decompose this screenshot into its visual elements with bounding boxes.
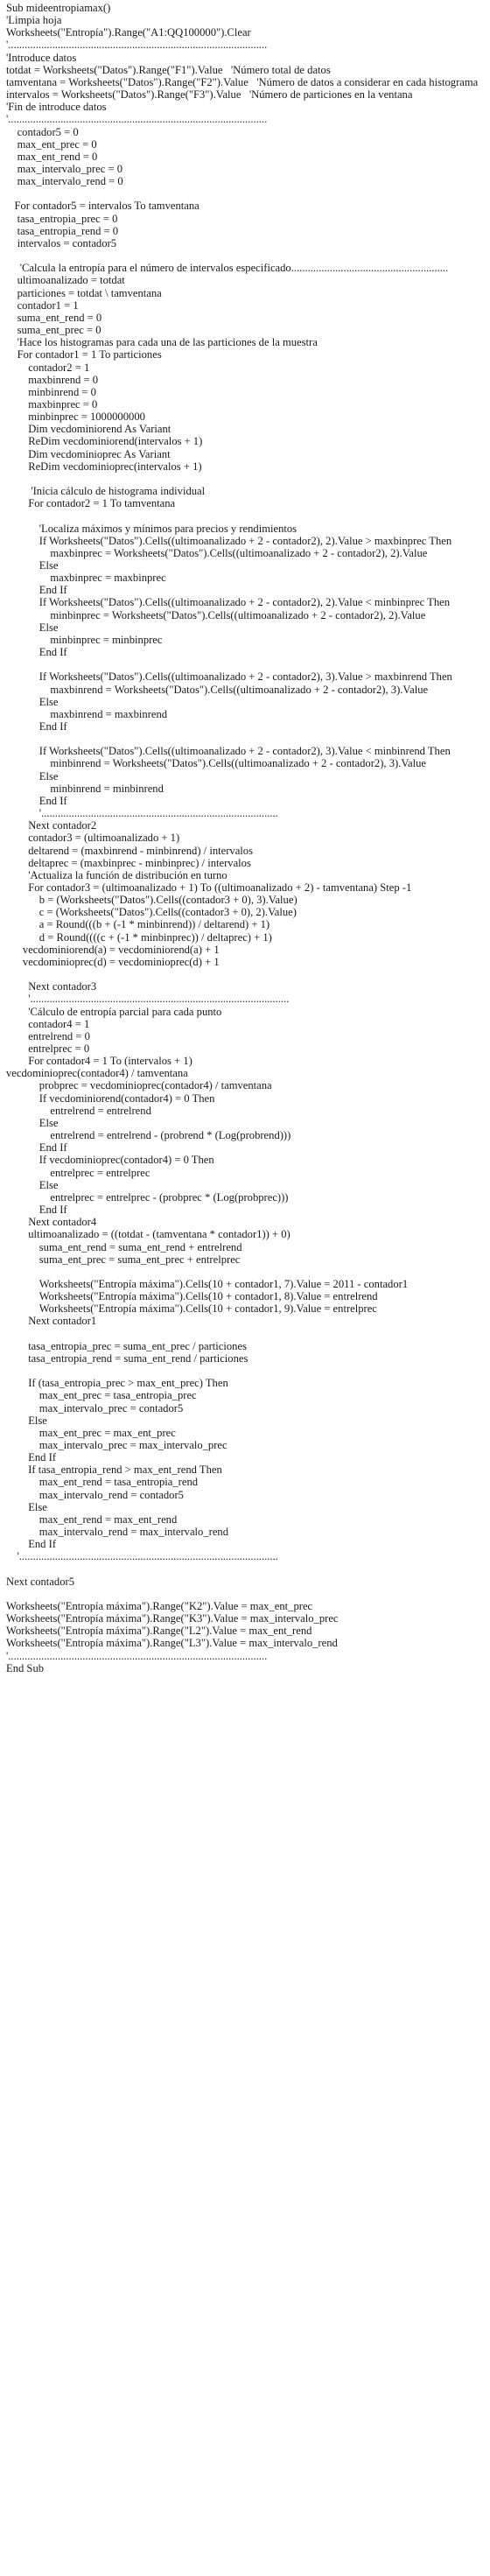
code-line: deltarend = (maxbinrend - minbinrend) / intervalos bbox=[6, 844, 253, 857]
code-line: Dim vecdominiorend As Variant bbox=[6, 423, 172, 436]
code-line: Dim vecdominioprec As Variant bbox=[6, 447, 171, 460]
code-line: 'Localiza máximos y mínimos para precios y rendimientos bbox=[6, 522, 298, 535]
code-line: max_intervalo_rend = contador5 bbox=[6, 1488, 184, 1501]
code-line: suma_ent_rend = suma_ent_rend + entrelrend bbox=[6, 1240, 242, 1253]
code-line: tamventana = Worksheets("Datos").Range("F2").Value 'Número de datos a considerar en cada histograma bbox=[6, 75, 479, 88]
code-line: Else bbox=[6, 621, 59, 634]
code-line: intervalos = contador5 bbox=[6, 236, 117, 249]
code-line: If Worksheets("Datos").Cells((ultimoanalizado + 2 - contador2), 2).Value > maxbinprec Then bbox=[6, 534, 452, 547]
code-line: minbinrend = 0 bbox=[6, 385, 96, 398]
code-line: Else bbox=[6, 769, 59, 783]
code-line: contador1 = 1 bbox=[6, 298, 79, 312]
code-line bbox=[6, 473, 484, 485]
code-line: vecdominiorend(a) = vecdominiorend(a) + 1 bbox=[6, 943, 220, 956]
code-line: Worksheets("Entropía máxima").Range("K3").Value = max_intervalo_prec bbox=[6, 1612, 339, 1625]
code-line: tasa_entropia_rend = suma_ent_rend / particiones bbox=[6, 1351, 248, 1365]
code-line: 'Hace los histogramas para cada una de las particiones de la muestra bbox=[6, 336, 318, 349]
code-line bbox=[6, 187, 484, 200]
code-line bbox=[6, 968, 484, 980]
code-line: '.............................................................................................. bbox=[6, 39, 268, 52]
code-line: maxbinrend = maxbinrend bbox=[6, 707, 168, 720]
code-line: entrelrend = 0 bbox=[6, 1029, 90, 1042]
code-line bbox=[6, 1365, 484, 1377]
code-line: max_ent_prec = tasa_entropia_prec bbox=[6, 1389, 197, 1402]
code-line bbox=[6, 1328, 484, 1340]
code-line: Else bbox=[6, 1116, 59, 1129]
code-line: 'Introduce datos bbox=[6, 51, 77, 64]
code-line: max_intervalo_rend = 0 bbox=[6, 175, 123, 188]
code-line: If (tasa_entropia_prec > max_ent_prec) Then bbox=[6, 1377, 228, 1390]
code-line bbox=[6, 1266, 484, 1278]
code-line bbox=[6, 658, 484, 670]
code-line: ultimoanalizado = totdat bbox=[6, 274, 125, 287]
code-line: '...................................................................................... bbox=[6, 807, 278, 820]
code-line: entrelrend = entrelrend - (probrend * (Log(probrend))) bbox=[6, 1129, 291, 1142]
code-line: Else bbox=[6, 695, 59, 708]
code-line: If vecdominiorend(contador4) = 0 Then bbox=[6, 1091, 215, 1105]
code-line: 'Fin de introduce datos bbox=[6, 101, 107, 114]
code-line: contador4 = 1 bbox=[6, 1017, 90, 1030]
code-line: Next contador1 bbox=[6, 1315, 97, 1328]
vba-code-listing bbox=[6, 2, 484, 1674]
code-line: For contador3 = (ultimoanalizado + 1) To ((ultimoanalizado + 2) - tamventana) Step -1 bbox=[6, 881, 412, 894]
code-line: max_ent_prec = max_ent_prec bbox=[6, 1426, 176, 1439]
code-line: b = (Worksheets("Datos").Cells((contador3 + 0), 3).Value) bbox=[6, 894, 298, 907]
code-line: For contador2 = 1 To tamventana bbox=[6, 497, 176, 510]
code-line: max_intervalo_rend = max_intervalo_rend bbox=[6, 1526, 229, 1539]
code-line: d = Round((((c + (-1 * minbinprec)) / deltaprec) + 1) bbox=[6, 930, 272, 944]
code-line: Else bbox=[6, 1178, 59, 1191]
code-line: minbinrend = Worksheets("Datos").Cells((ultimoanalizado + 2 - contador2), 3).Value bbox=[6, 757, 427, 770]
code-line: intervalos = Worksheets("Datos").Range("F3").Value 'Número de particiones en la ventana bbox=[6, 88, 413, 102]
code-line: maxbinprec = Worksheets("Datos").Cells((ultimoanalizado + 2 - contador2), 2).Value bbox=[6, 546, 428, 559]
code-line: ReDim vecdominioprec(intervalos + 1) bbox=[6, 460, 202, 473]
code-line: suma_ent_prec = suma_ent_prec + entrelprec bbox=[6, 1253, 241, 1266]
code-line bbox=[6, 509, 484, 522]
code-line bbox=[6, 1588, 484, 1600]
code-line: max_ent_rend = 0 bbox=[6, 150, 98, 163]
code-line: probprec = vecdominioprec(contador4) / tamventana bbox=[6, 1079, 272, 1092]
code-line: entrelprec = entrelprec bbox=[6, 1166, 150, 1179]
code-line: Next contador5 bbox=[6, 1575, 74, 1588]
code-line: tasa_entropia_prec = 0 bbox=[6, 212, 118, 225]
code-line: minbinprec = 1000000000 bbox=[6, 411, 145, 424]
code-line: End If bbox=[6, 1141, 67, 1155]
code-line: Worksheets("Entropía máxima").Cells(10 + contador1, 7).Value = 2011 - contador1 bbox=[6, 1277, 409, 1290]
code-line: Next contador4 bbox=[6, 1216, 97, 1229]
code-line: If Worksheets("Datos").Cells((ultimoanalizado + 2 - contador2), 3).Value > maxbinrend Then bbox=[6, 670, 452, 684]
code-line: maxbinrend = Worksheets("Datos").Cells((ultimoanalizado + 2 - contador2), 3).Value bbox=[6, 683, 429, 696]
code-line: max_intervalo_prec = contador5 bbox=[6, 1401, 184, 1414]
code-line: End If bbox=[6, 1538, 57, 1551]
code-line: tasa_entropia_rend = 0 bbox=[6, 224, 119, 237]
code-line bbox=[6, 1563, 484, 1576]
code-line bbox=[6, 733, 484, 745]
code-line: contador2 = 1 bbox=[6, 361, 90, 374]
code-line: minbinprec = minbinprec bbox=[6, 633, 163, 646]
code-line: Worksheets("Entropía máxima").Cells(10 + contador1, 9).Value = entrelprec bbox=[6, 1302, 377, 1316]
code-line: End If bbox=[6, 794, 67, 807]
code-line: ReDim vecdominiorend(intervalos + 1) bbox=[6, 435, 203, 448]
code-line: entrelprec = 0 bbox=[6, 1042, 90, 1056]
code-line: minbinprec = Worksheets("Datos").Cells((ultimoanalizado + 2 - contador2), 2).Value bbox=[6, 608, 426, 621]
code-line: '.............................................................................................. bbox=[6, 1649, 268, 1662]
code-line: Else bbox=[6, 1500, 47, 1513]
code-line: Worksheets("Entropía máxima").Range("K2").Value = max_ent_prec bbox=[6, 1599, 313, 1612]
code-line: vecdominioprec(d) = vecdominioprec(d) + 1 bbox=[6, 955, 220, 968]
code-line: contador3 = (ultimoanalizado + 1) bbox=[6, 832, 180, 845]
code-line: If Worksheets("Datos").Cells((ultimoanalizado + 2 - contador2), 2).Value < minbinprec Then bbox=[6, 596, 451, 609]
code-line: vecdominioprec(contador4) / tamventana bbox=[6, 1067, 188, 1080]
code-line: deltaprec = (maxbinprec - minbinprec) / intervalos bbox=[6, 856, 251, 869]
code-line: entrelrend = entrelrend bbox=[6, 1104, 151, 1117]
code-line: entrelprec = entrelprec - (probprec * (Log(probprec))) bbox=[6, 1190, 289, 1204]
code-line: Else bbox=[6, 558, 59, 572]
code-line: max_ent_rend = max_ent_rend bbox=[6, 1513, 178, 1526]
code-line: suma_ent_rend = 0 bbox=[6, 311, 102, 324]
code-line bbox=[6, 249, 484, 262]
code-line: '.............................................................................................. bbox=[6, 993, 290, 1006]
code-line: tasa_entropia_prec = suma_ent_prec / particiones bbox=[6, 1339, 247, 1352]
code-line: Else bbox=[6, 1414, 47, 1427]
code-line: max_ent_prec = 0 bbox=[6, 137, 97, 151]
code-line: 'Limpia hoja bbox=[6, 14, 62, 27]
code-line: End If bbox=[6, 584, 67, 597]
code-line: 'Actualiza la función de distribución en turno bbox=[6, 868, 228, 881]
code-line: 'Cálculo de entropía parcial para cada punto bbox=[6, 1005, 222, 1018]
code-line: contador5 = 0 bbox=[6, 125, 79, 138]
code-line: Worksheets("Entropía máxima").Range("L2").Value = max_ent_rend bbox=[6, 1625, 312, 1638]
code-line: For contador4 = 1 To (intervalos + 1) bbox=[6, 1055, 192, 1068]
code-line: suma_ent_prec = 0 bbox=[6, 324, 102, 337]
code-line: max_intervalo_prec = 0 bbox=[6, 163, 122, 176]
code-line: c = (Worksheets("Datos").Cells((contador3 + 0), 2).Value) bbox=[6, 906, 297, 919]
code-line: For contador5 = intervalos To tamventana bbox=[6, 200, 200, 213]
code-line: For contador1 = 1 To particiones bbox=[6, 348, 162, 361]
code-line: a = Round(((b + (-1 * minbinrend)) / deltarend) + 1) bbox=[6, 918, 270, 931]
code-line: If Worksheets("Datos").Cells((ultimoanalizado + 2 - contador2), 3).Value < minbinrend Then bbox=[6, 745, 451, 758]
code-line: Worksheets("Entropía máxima").Cells(10 + contador1, 8).Value = entrelrend bbox=[6, 1290, 378, 1303]
code-line: totdat = Worksheets("Datos").Range("F1").Value 'Número total de datos bbox=[6, 63, 331, 76]
code-line: Next contador2 bbox=[6, 819, 97, 832]
code-line: maxbinprec = maxbinprec bbox=[6, 572, 166, 585]
code-line: 'Calcula la entropía para el número de intervalos especificado......................................................... bbox=[6, 262, 449, 275]
code-line: '.............................................................................................. bbox=[6, 113, 268, 126]
code-line: 'Inicia cálculo de histograma individual bbox=[6, 485, 206, 498]
code-line: maxbinrend = 0 bbox=[6, 373, 99, 386]
code-line: If vecdominioprec(contador4) = 0 Then bbox=[6, 1154, 214, 1167]
code-line: End If bbox=[6, 719, 67, 733]
code-line: minbinrend = minbinrend bbox=[6, 782, 164, 795]
code-line: ultimoanalizado = ((totdat - (tamventana * contador1)) + 0) bbox=[6, 1228, 290, 1241]
code-line: max_ent_rend = tasa_entropia_rend bbox=[6, 1476, 199, 1489]
code-line: End Sub bbox=[6, 1661, 45, 1674]
code-line: particiones = totdat \ tamventana bbox=[6, 286, 162, 299]
code-line: '.............................................................................................. bbox=[6, 1550, 278, 1563]
code-line: maxbinprec = 0 bbox=[6, 397, 98, 411]
code-line: If tasa_entropia_rend > max_ent_rend Then bbox=[6, 1463, 222, 1477]
code-line: Next contador3 bbox=[6, 980, 97, 993]
code-line: End If bbox=[6, 1204, 67, 1217]
code-line: Sub mideentropiamax() bbox=[6, 2, 111, 14]
code-line: Worksheets("Entropía máxima").Range("L3").Value = max_intervalo_rend bbox=[6, 1637, 338, 1650]
code-line: End If bbox=[6, 1451, 57, 1464]
code-line: End If bbox=[6, 646, 67, 659]
code-line: Worksheets("Entropía").Range("A1:QQ100000").Clear bbox=[6, 26, 251, 39]
code-line: max_intervalo_prec = max_intervalo_prec bbox=[6, 1438, 228, 1451]
